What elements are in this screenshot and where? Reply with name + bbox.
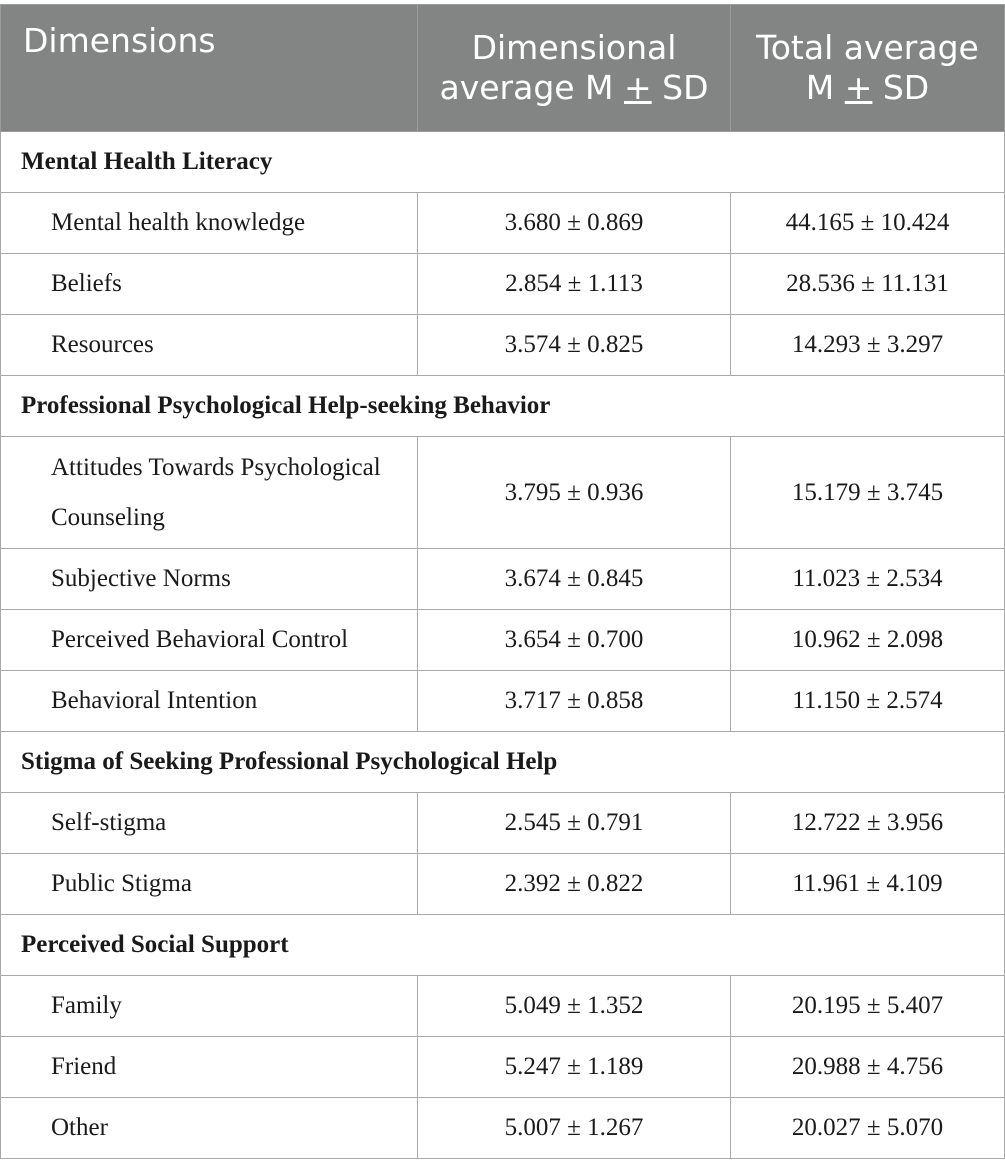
header-dimensional-line2-pre: average M: [439, 68, 625, 107]
row-dimensional-average: 5.007 ± 1.267: [418, 1098, 731, 1159]
row-dimension: Behavioral Intention: [1, 671, 418, 732]
table-row: [1, 976, 1005, 1037]
section-row: [1, 376, 1005, 437]
row-total-average: 11.023 ± 2.534: [731, 549, 1005, 610]
row-dimension: Self-stigma: [1, 793, 418, 854]
row-total-average: 28.536 ± 11.131: [731, 254, 1005, 315]
row-total-average: 14.293 ± 3.297: [731, 315, 1005, 376]
section-row: [1, 132, 1005, 193]
table-row: [1, 671, 1005, 732]
header-row: [1, 5, 1005, 132]
row-dimension: Other: [1, 1098, 418, 1159]
header-total-line2-post: SD: [872, 68, 930, 107]
row-total-average: 20.988 ± 4.756: [731, 1037, 1005, 1098]
row-dimension: Mental health knowledge: [1, 193, 418, 254]
table-header: [1, 5, 1005, 132]
row-total-average: 44.165 ± 10.424: [731, 193, 1005, 254]
header-total-line2-pre: M: [805, 68, 845, 107]
row-dimension: Resources: [1, 315, 418, 376]
header-dimensional-average: [418, 5, 731, 132]
section-title: Perceived Social Support: [1, 915, 1005, 976]
header-total-average: [731, 5, 1005, 132]
row-total-average: 10.962 ± 2.098: [731, 610, 1005, 671]
table-row: [1, 193, 1005, 254]
header-dimensions: Dimensions: [1, 5, 418, 132]
row-dimensional-average: 2.545 ± 0.791: [418, 793, 731, 854]
table-body: [1, 132, 1005, 1159]
descriptive-statistics-table: [0, 4, 1005, 1159]
row-dimensional-average: 3.654 ± 0.700: [418, 610, 731, 671]
row-dimensional-average: 3.680 ± 0.869: [418, 193, 731, 254]
row-dimension: Friend: [1, 1037, 418, 1098]
table-row: [1, 854, 1005, 915]
table-row: [1, 254, 1005, 315]
row-total-average: 20.195 ± 5.407: [731, 976, 1005, 1037]
section-row: [1, 915, 1005, 976]
row-dimension: Attitudes Towards Psychological Counseling: [1, 437, 418, 549]
row-dimension: Subjective Norms: [1, 549, 418, 610]
table-row: [1, 1037, 1005, 1098]
row-dimensional-average: 5.247 ± 1.189: [418, 1037, 731, 1098]
header-dimensional-pm: +: [624, 68, 652, 107]
header-dimensional-line1: Dimensional: [471, 28, 677, 67]
table-row: [1, 793, 1005, 854]
row-total-average: 11.961 ± 4.109: [731, 854, 1005, 915]
row-dimensional-average: 3.717 ± 0.858: [418, 671, 731, 732]
header-total-pm: +: [844, 68, 873, 107]
row-dimension: Perceived Behavioral Control: [1, 610, 418, 671]
row-dimension: Beliefs: [1, 254, 418, 315]
row-dimensional-average: 2.392 ± 0.822: [418, 854, 731, 915]
table-row: [1, 549, 1005, 610]
section-title: Stigma of Seeking Professional Psychological Help: [1, 732, 1005, 793]
table-row: [1, 315, 1005, 376]
row-dimensional-average: 3.674 ± 0.845: [418, 549, 731, 610]
section-row: [1, 732, 1005, 793]
row-total-average: 20.027 ± 5.070: [731, 1098, 1005, 1159]
row-dimension: Public Stigma: [1, 854, 418, 915]
header-dimensional-line2-post: SD: [651, 68, 709, 107]
section-title: Professional Psychological Help-seeking Behavior: [1, 376, 1005, 437]
row-dimension: Family: [1, 976, 418, 1037]
row-dimensional-average: 3.574 ± 0.825: [418, 315, 731, 376]
table-row: [1, 610, 1005, 671]
row-total-average: 11.150 ± 2.574: [731, 671, 1005, 732]
row-total-average: 15.179 ± 3.745: [731, 437, 1005, 549]
row-dimensional-average: 2.854 ± 1.113: [418, 254, 731, 315]
row-dimensional-average: 5.049 ± 1.352: [418, 976, 731, 1037]
row-dimensional-average: 3.795 ± 0.936: [418, 437, 731, 549]
section-title: Mental Health Literacy: [1, 132, 1005, 193]
row-total-average: 12.722 ± 3.956: [731, 793, 1005, 854]
table-row: [1, 437, 1005, 549]
table-row: [1, 1098, 1005, 1159]
header-total-line1: Total average: [756, 28, 979, 67]
